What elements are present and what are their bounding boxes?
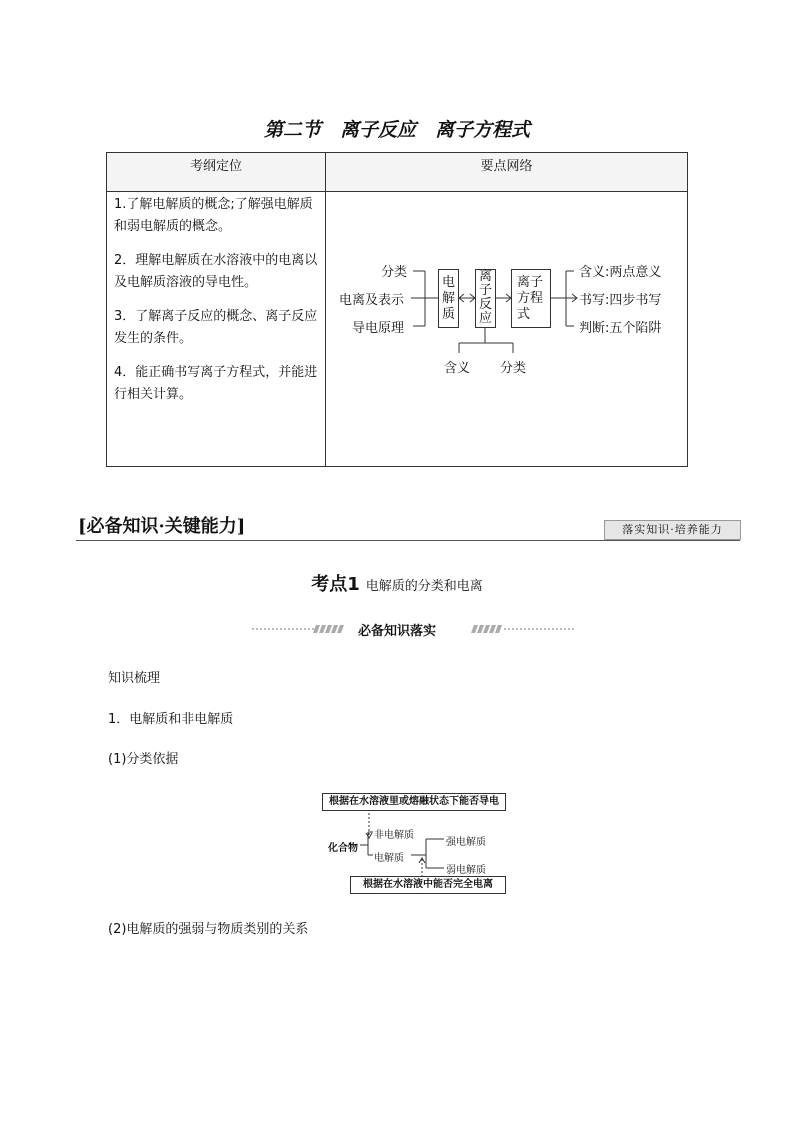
network-left-item: 电离及表示 [339, 293, 405, 308]
header-exam-positioning: 考纲定位 [107, 153, 326, 192]
objective-item: 2．理解电解质在水溶液中的电离以及电解质溶液的导电性。 [114, 253, 318, 290]
network-cell [326, 192, 688, 467]
flow-bottom-box: 根据在水溶液中能否完全电离 [350, 876, 506, 894]
classification-flowchart [322, 793, 504, 893]
network-right-item: 判断:五个陷阱 [579, 321, 662, 336]
section-tag: 落实知识·培养能力 [604, 520, 741, 540]
flow-leaf: 弱电解质 [446, 865, 486, 876]
ion-equation-box: 离子方程式 [511, 269, 551, 328]
ion-reaction-box: 离子反应 [475, 269, 496, 328]
page-title: 第二节 离子反应 离子方程式 [263, 119, 530, 141]
flow-root: 化合物 [328, 843, 358, 854]
objective-item: 1.了解电解质的概念;了解强电解质和弱电解质的概念。 [114, 197, 313, 234]
network-bottom-item: 分类 [500, 361, 527, 376]
paragraph: (2)电解质的强弱与物质类别的关系 [108, 922, 309, 937]
flow-branch: 非电解质 [374, 830, 414, 841]
network-right-item: 书写:四步书写 [579, 293, 662, 308]
flow-leaf: 强电解质 [446, 837, 486, 848]
key-network-diagram [327, 193, 686, 465]
network-left-item: 导电原理 [352, 321, 405, 336]
objective-item: 3．了解离子反应的概念、离子反应发生的条件。 [114, 309, 318, 346]
network-right-item: 含义:两点意义 [579, 265, 662, 280]
kaodian-text: 电解质的分类和电离 [365, 579, 483, 594]
network-bottom-item: 含义 [444, 361, 471, 376]
paragraph: 1．电解质和非电解质 [108, 712, 234, 727]
objectives-table [106, 152, 688, 467]
paragraph: (1)分类依据 [108, 752, 179, 767]
flow-top-box: 根据在水溶液里或熔融状态下能否导电 [322, 793, 506, 811]
objectives-list [107, 192, 326, 467]
electrolyte-box: 电解质 [438, 269, 459, 328]
header-key-network: 要点网络 [326, 153, 688, 192]
objective-item: 4．能正确书写离子方程式，并能进行相关计算。 [114, 365, 318, 402]
network-left-item: 分类 [381, 265, 408, 280]
section-title: [必备知识·关键能力] [78, 516, 246, 537]
flow-branch: 电解质 [374, 853, 404, 864]
paragraph: 知识梳理 [108, 671, 161, 686]
subheading: 必备知识落实 [357, 624, 436, 639]
kaodian-label: 考点1 [311, 574, 360, 595]
kaodian-heading [0, 570, 794, 596]
